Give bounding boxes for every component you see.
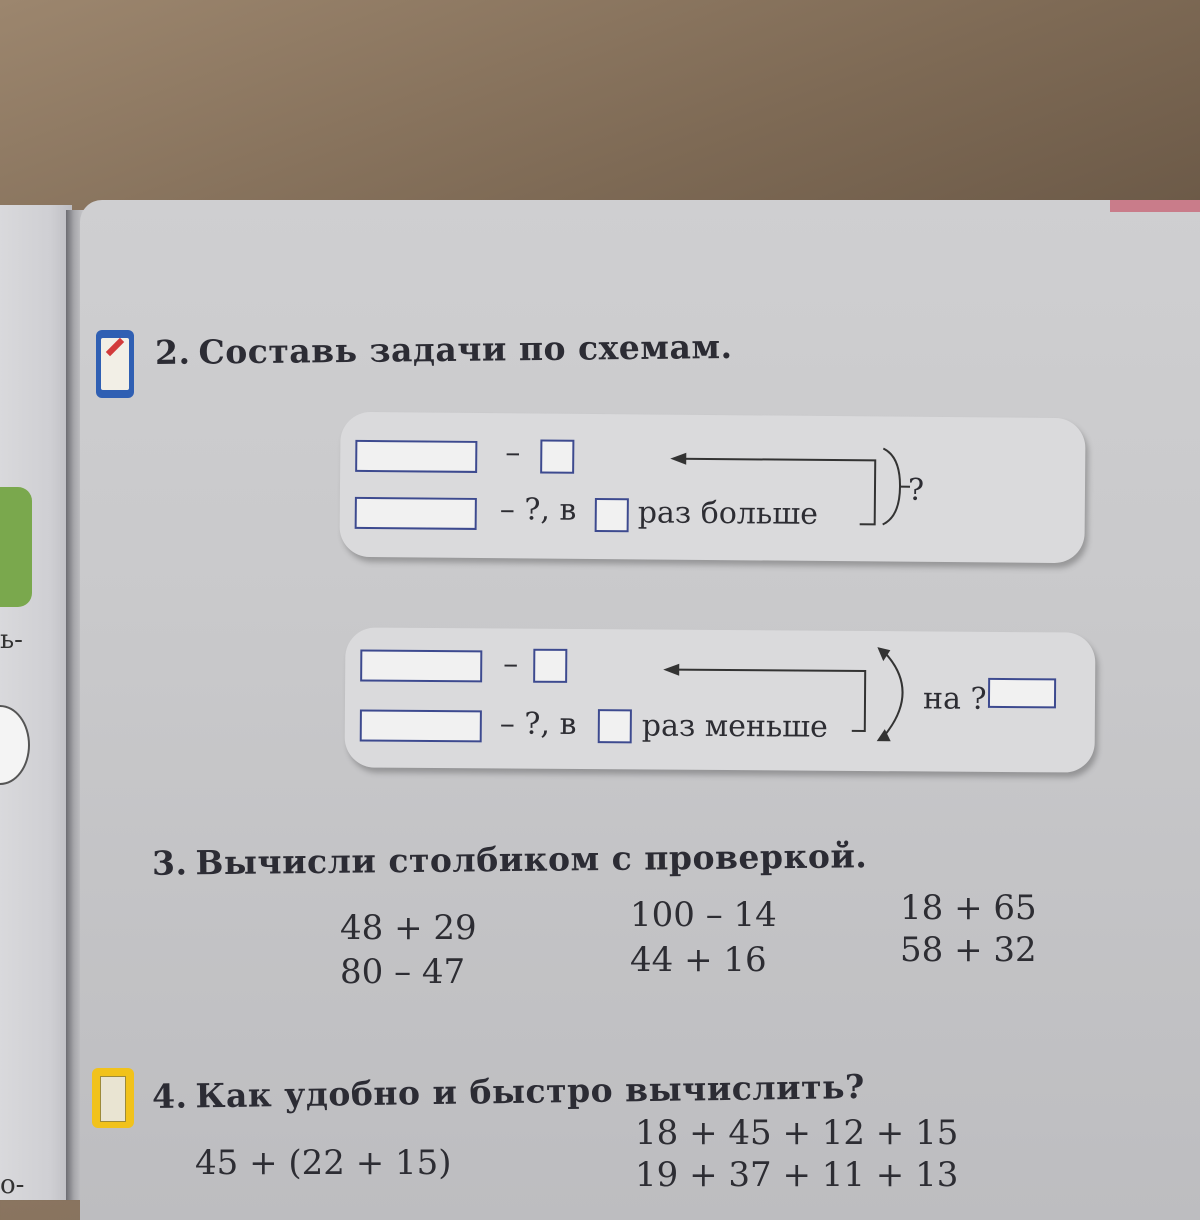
expression: 48 + 29 — [340, 908, 477, 948]
task-2-text: Составь задачи по схемам. — [198, 326, 733, 372]
table-surface — [0, 0, 1200, 220]
scheme-2 — [345, 627, 1096, 772]
left-page-fragment: ь- — [0, 625, 23, 655]
scheme-1 — [339, 412, 1085, 563]
expression: 58 + 32 — [900, 930, 1037, 970]
left-page — [0, 205, 72, 1200]
scheme-1-arrows — [339, 412, 1085, 563]
book-icon — [92, 1068, 134, 1128]
circle-fragment — [0, 705, 30, 785]
task-4-number: 4. — [151, 1076, 188, 1116]
expression: 100 – 14 — [630, 895, 777, 935]
task-4-text: Как удобно и быстро вычислить? — [195, 1067, 866, 1116]
task-2-number: 2. — [154, 332, 191, 373]
row2-text: – ?, в — [499, 706, 577, 742]
task-3-text: Вычисли столбиком с проверкой. — [195, 836, 868, 883]
task-3-title — [152, 836, 868, 882]
dash-text: – — [503, 646, 519, 682]
page-edge — [1110, 200, 1200, 212]
task-3-number: 3. — [151, 843, 188, 883]
relation-text: раз меньше — [641, 708, 828, 745]
left-page-fragment: о- — [0, 1170, 25, 1200]
green-tab — [0, 487, 32, 607]
expression: 18 + 65 — [900, 888, 1037, 928]
question-text: на ? — [922, 681, 987, 717]
scheme-2-arrows — [345, 627, 1096, 772]
task-2-title — [155, 327, 733, 372]
dash-text: – — [505, 435, 521, 471]
row2-text: – ?, в — [499, 492, 577, 528]
expression: 45 + (22 + 15) — [195, 1143, 452, 1183]
expression: 80 – 47 — [340, 952, 466, 992]
relation-text: раз больше — [637, 495, 819, 532]
question-text: ? — [907, 472, 925, 508]
expression: 44 + 16 — [630, 940, 767, 980]
pencil-notebook-icon — [96, 330, 134, 398]
expression: 19 + 37 + 11 + 13 — [635, 1155, 959, 1195]
expression: 18 + 45 + 12 + 15 — [635, 1113, 959, 1153]
